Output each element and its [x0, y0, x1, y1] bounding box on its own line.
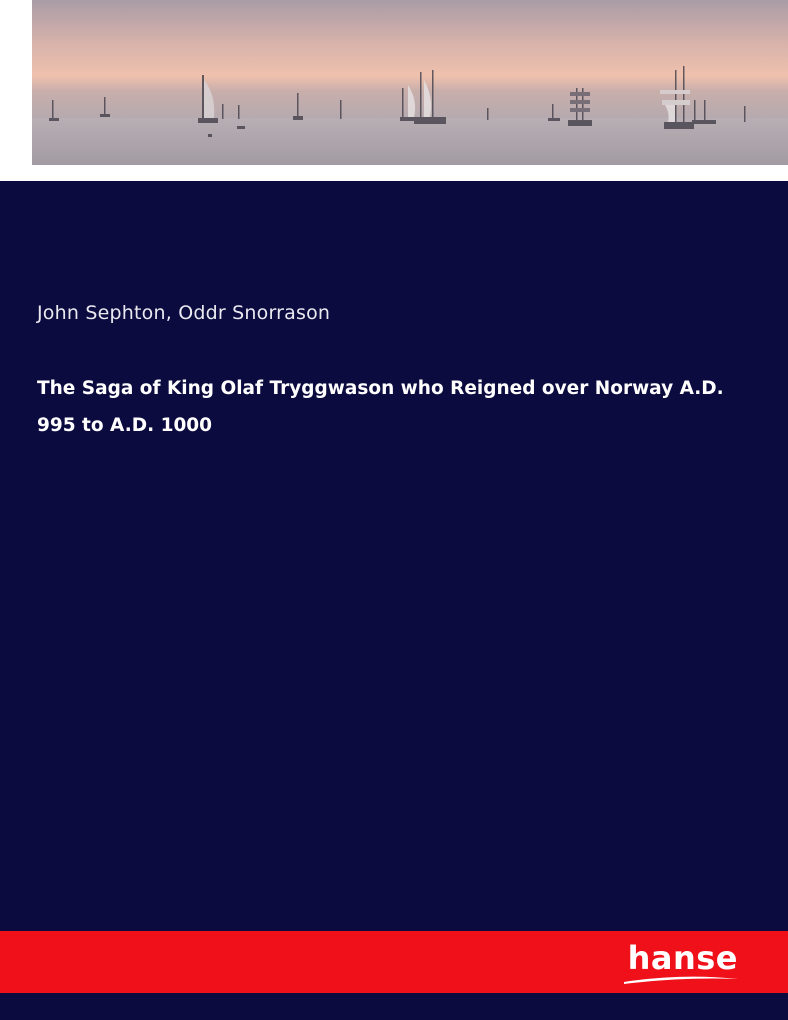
author-names: John Sephton, Oddr Snorrason	[37, 302, 331, 324]
cover-photo	[32, 0, 788, 165]
cover-background	[0, 181, 788, 931]
publisher-logo: hanse	[627, 939, 738, 977]
bottom-strip	[0, 993, 788, 1020]
tall-ships-photo	[32, 0, 788, 165]
publisher-band	[0, 931, 788, 993]
book-title: The Saga of King Olaf Tryggwason who Reigned over Norway A.D. 995 to A.D. 1000	[37, 378, 724, 436]
publisher-swoosh-icon	[622, 975, 740, 985]
